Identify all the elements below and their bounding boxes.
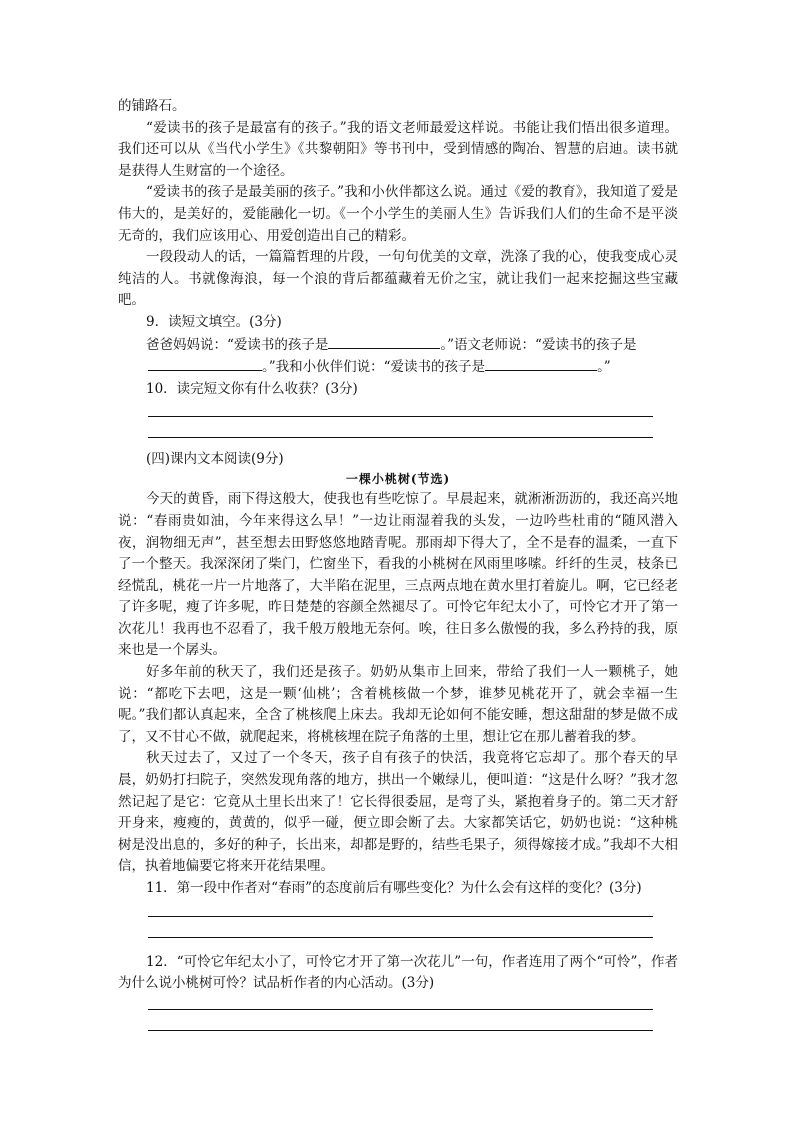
passage-paragraph-2: “爱读书的孩子是最美丽的孩子。”我和小伙伴都这么说。通过《爱的教育》，我知道了爱是伟大的，是美好的，爱能融化一切。《一个小学生的美丽人生》告诉我们人们的生命不是平淡无奇的，我们应该用心、用爱创造出自己的精彩。 (118, 184, 678, 244)
q12-answer-line-1[interactable] (148, 1009, 653, 1010)
q9-text-3: 。”我和小伙伴们说：“爱读书的孩子是 (262, 359, 486, 376)
q9-blank-3[interactable] (485, 356, 597, 371)
question-11-title: 11．第一段中作者对“春雨”的态度前后有哪些变化？为什么会有这样的变化？(3分) (146, 880, 642, 896)
section-4-heading: (四)课内文本阅读(9分) (146, 451, 284, 468)
q9-blank-1[interactable] (328, 334, 440, 349)
q10-answer-line-2[interactable] (148, 437, 653, 438)
q9-text-1: 爸爸妈妈说：“爱读书的孩子是 (146, 336, 329, 353)
question-9-fill (118, 334, 678, 379)
exam-page (118, 96, 678, 1031)
section-4-paragraph-1: 今天的黄昏，雨下得这般大，使我也有些吃惊了。早晨起来，就淅淅沥沥的，我还高兴地说：“春雨贵如油，今年来得这么早！”一边让雨湿着我的头发，一边吟些杜甫的“随风潜入夜，润物细无声”，甚至想去田野悠悠地踏青呢。那雨却下得大了，全不是春的温柔，一直下了一个整天。我深深闭了柴门，伫窗坐下，看我的小桃树在风雨里哆嗦。纤纤的生灵，枝条已经慌乱，桃花一片一片地落了，大半陷在泥里，三点两点地在黄水里打着旋儿。啊，它已经老了许多呢，瘦了许多呢，昨日楚楚的容颜全然褪尽了。可怜它年纪太小了，可怜它才开了第一次花儿！我再也不忍看了，我千般万般地无奈何。唉，往日多么傲慢的我，多么矜持的我，原来也是一个孱头。 (118, 491, 678, 659)
q12-answer-line-2[interactable] (148, 1030, 653, 1031)
q11-answer-line-2[interactable] (148, 937, 653, 938)
passage-paragraph-3: 一段段动人的话，一篇篇哲理的片段，一句句优美的文章，洗涤了我的心，使我变成心灵纯洁的人。书就像海浪，每一个浪的背后都蕴藏着无价之宝，就让我们一起来挖掘这些宝藏吧。 (118, 249, 678, 309)
section-4-paragraph-2: 好多年前的秋天了，我们还是孩子。奶奶从集市上回来，带给了我们一人一颗桃子，她说：“都吃下去吧，这是一颗‘仙桃’；含着桃核做一个梦，谁梦见桃花开了，就会幸福一生呢。”我们都认真起来，全含了桃核爬上床去。我却无论如何不能安睡，想这甜甜的梦是做不成了，又不甘心不做，就爬起来，将桃核埋在院子角落的土里，想让它在那儿蓄着我的梦。 (118, 664, 678, 745)
q9-text-4: 。” (597, 359, 611, 376)
question-12-title: 12．“可怜它年纪太小了，可怜它才开了第一次花儿”一句，作者连用了两个“可怜”，作者为什么说小桃树可怜？试品析作者的内心活动。(3分) (118, 953, 678, 992)
q9-text-2: 。”语文老师说：“爱读书的孩子是 (440, 336, 637, 353)
passage-line-0: 的铺路石。 (118, 98, 186, 114)
q9-blank-2[interactable] (148, 356, 262, 371)
section-4-paragraph-3: 秋天过去了，又过了一个冬天，孩子自有孩子的快活，我竟将它忘却了。那个春天的早晨，奶奶打扫院子，突然发现角落的地方，拱出一个嫩绿儿，便叫道：“这是什么呀？”我才忽然记起了是它：它竟从土里长出来了！它长得很委屈，是弯了头，紧抱着身子的。第二天才舒开身来，瘦瘦的，黄黄的，似乎一碰，便立即会断了去。大家都笑话它，奶奶也说：“这种桃树是没出息的，多好的种子，长出来，却都是野的，结些毛果子，须得嫁接才成。”我却不大相信，执着地偏要它将来开花结果哩。 (118, 750, 678, 875)
q11-answer-line-1[interactable] (148, 916, 653, 917)
question-10-title: 10．读完短文你有什么收获？(3分) (146, 380, 358, 397)
question-9-title: 9．读短文填空。(3分) (146, 313, 282, 330)
passage-title: 一棵小桃树(节选) (345, 472, 451, 487)
q10-answer-line-1[interactable] (148, 416, 653, 417)
passage-paragraph-1: “爱读书的孩子是最富有的孩子。”我的语文老师最爱这样说。书能让我们悟出很多道理。我们还可以从《当代小学生》《共黎朝阳》等书刊中，受到情感的陶冶、智慧的启迪。读书就是获得人生财富的一个途径。 (118, 119, 678, 179)
